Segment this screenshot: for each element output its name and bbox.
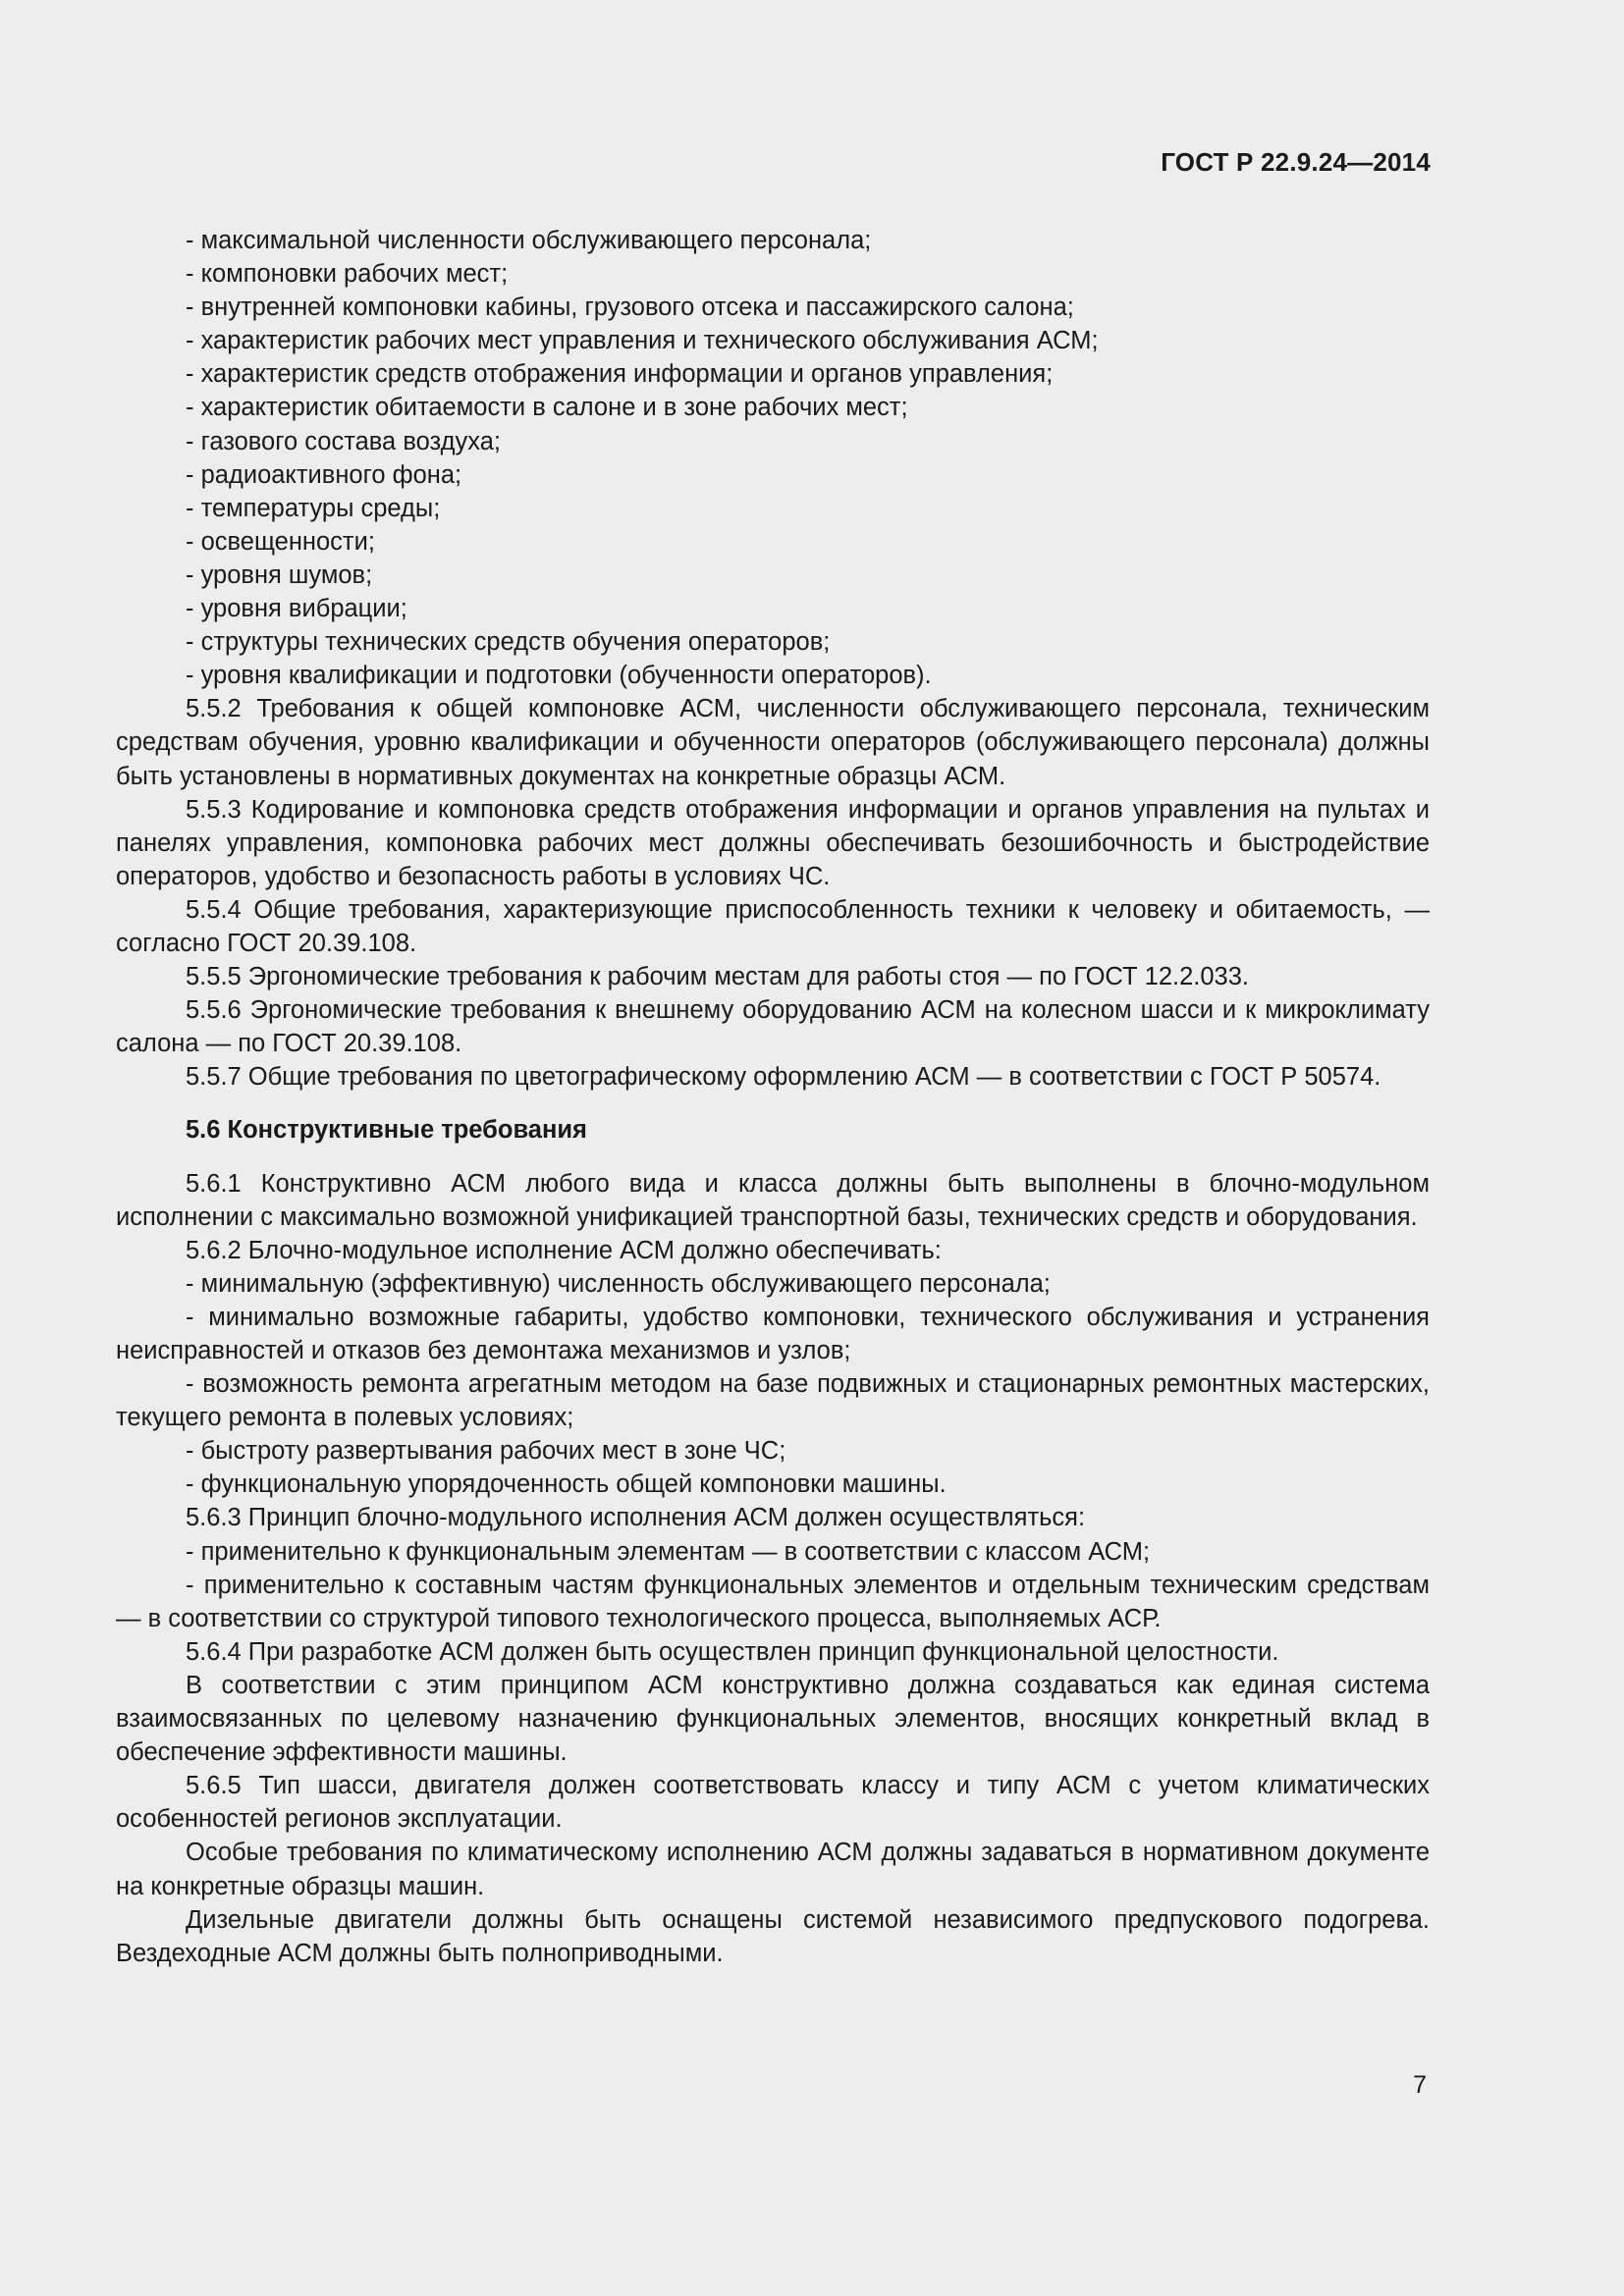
list-item: - уровня шумов; [186,561,373,589]
paragraph-5-6-2: 5.6.2 Блочно-модульное исполнение АСМ должно обеспечивать: [186,1236,942,1264]
paragraph-5-5-4: 5.5.4 Общие требования, характеризующие приспособленность техники к человеку и обитаемость, — согласно ГОСТ 20.39.108. [116,895,1430,957]
list-item: - минимально возможные габариты, удобство компоновки, технического обслуживания и устранения неисправностей и отказов без демонтажа механизмов и узлов; [116,1303,1430,1364]
paragraph-5-5-3: 5.5.3 Кодирование и компоновка средств отображения информации и органов управления на пультах и панелях управления, компоновка рабочих мест должны обеспечивать безошибочность и быстродействие операторов, удобство и безопасность работы в условиях ЧС. [116,795,1430,890]
list-item: - характеристик рабочих мест управления и технического обслуживания АСМ; [186,327,1099,355]
paragraph-5-5-5: 5.5.5 Эргономические требования к рабочим местам для работы стоя — по ГОСТ 12.2.033. [186,963,1249,991]
list-item: - применительно к функциональным элементам — в соответствии с классом АСМ; [186,1537,1151,1566]
list-item: - характеристик средств отображения информации и органов управления; [186,360,1054,389]
list-item: - внутренней компоновки кабины, грузового отсека и пассажирского салона; [186,294,1074,322]
paragraph-5-6-5: 5.6.5 Тип шасси, двигателя должен соответствовать классу и типу АСМ с учетом климатических особенностей регионов эксплуатации. [116,1772,1430,1834]
paragraph-5-5-7: 5.5.7 Общие требования по цветографическому оформлению АСМ — в соответствии с ГОСТ Р 50574. [186,1063,1381,1092]
paragraph-5-6-5-climate: Особые требования по климатическому исполнению АСМ должны задаваться в нормативном документе на конкретные образцы машин. [116,1839,1430,1900]
document-body [116,224,1430,1970]
list-item: - функциональную упорядоченность общей компоновки машины. [186,1470,947,1499]
list-item: - применительно к составным частям функциональных элементов и отдельным техническим средствам — в соответствии со структурой типового технологического процесса, выполняемых АСР. [116,1571,1430,1632]
requirements-list-top [116,224,1430,692]
section-heading-5-6: 5.6 Конструктивные требования [186,1116,587,1145]
list-item: - структуры технических средств обучения операторов; [186,628,831,657]
list-item: - освещенности; [186,527,375,556]
list-item: - уровня вибрации; [186,595,407,623]
page-number: 7 [1413,2071,1427,2099]
paragraph-5-6-3: 5.6.3 Принцип блочно-модульного исполнения АСМ должен осуществляться: [186,1504,1086,1532]
list-item: - радиоактивного фона; [186,460,462,489]
document-code: ГОСТ Р 22.9.24—2014 [1161,147,1431,177]
list-item: - максимальной численности обслуживающего персонала; [186,227,872,254]
paragraph-5-6-5-diesel: Дизельные двигатели должны быть оснащены системой независимого предпускового подогрева. Вездеходные АСМ должны быть полноприводными. [116,1905,1430,1967]
list-item: - температуры среды; [186,494,441,522]
list-item: - быстроту развертывания рабочих мест в зоне ЧС; [186,1437,786,1466]
paragraph-5-6-4-continued: В соответствии с этим принципом АСМ конструктивно должна создаваться как единая система взаимосвязанных по целевому назначению функциональных элементов, вносящих конкретный вклад в обеспечение эффективности машины. [116,1671,1430,1767]
list-item: - газового состава воздуха; [186,427,501,455]
paragraph-5-6-4: 5.6.4 При разработке АСМ должен быть осуществлен принцип функциональной целостности. [186,1637,1279,1666]
list-item: - компоновки рабочих мест; [186,260,509,289]
paragraph-5-5-2: 5.5.2 Требования к общей компоновке АСМ, численности обслуживающего персонала, техническим средствам обучения, уровню квалификации и обученности операторов (обслуживающего персонала) должны быть установлены в нормативных документах на конкретные образцы АСМ. [116,695,1430,790]
list-item: - характеристик обитаемости в салоне и в зоне рабочих мест; [186,394,908,422]
list-item: - уровня квалификации и подготовки (обученности операторов). [186,662,932,690]
paragraph-5-5-6: 5.5.6 Эргономические требования к внешнему оборудованию АСМ на колесном шасси и к микроклимату салона — по ГОСТ 20.39.108. [116,996,1430,1058]
list-item: - минимальную (эффективную) численность обслуживающего персонала; [186,1269,1051,1298]
list-item: - возможность ремонта агрегатным методом на базе подвижных и стационарных ремонтных мастерских, текущего ремонта в полевых условиях; [116,1370,1430,1432]
paragraph-5-6-1: 5.6.1 Конструктивно АСМ любого вида и класса должны быть выполнены в блочно-модульном исполнении с максимально возможной унификацией транспортной базы, технических средств и оборудования. [116,1169,1430,1231]
